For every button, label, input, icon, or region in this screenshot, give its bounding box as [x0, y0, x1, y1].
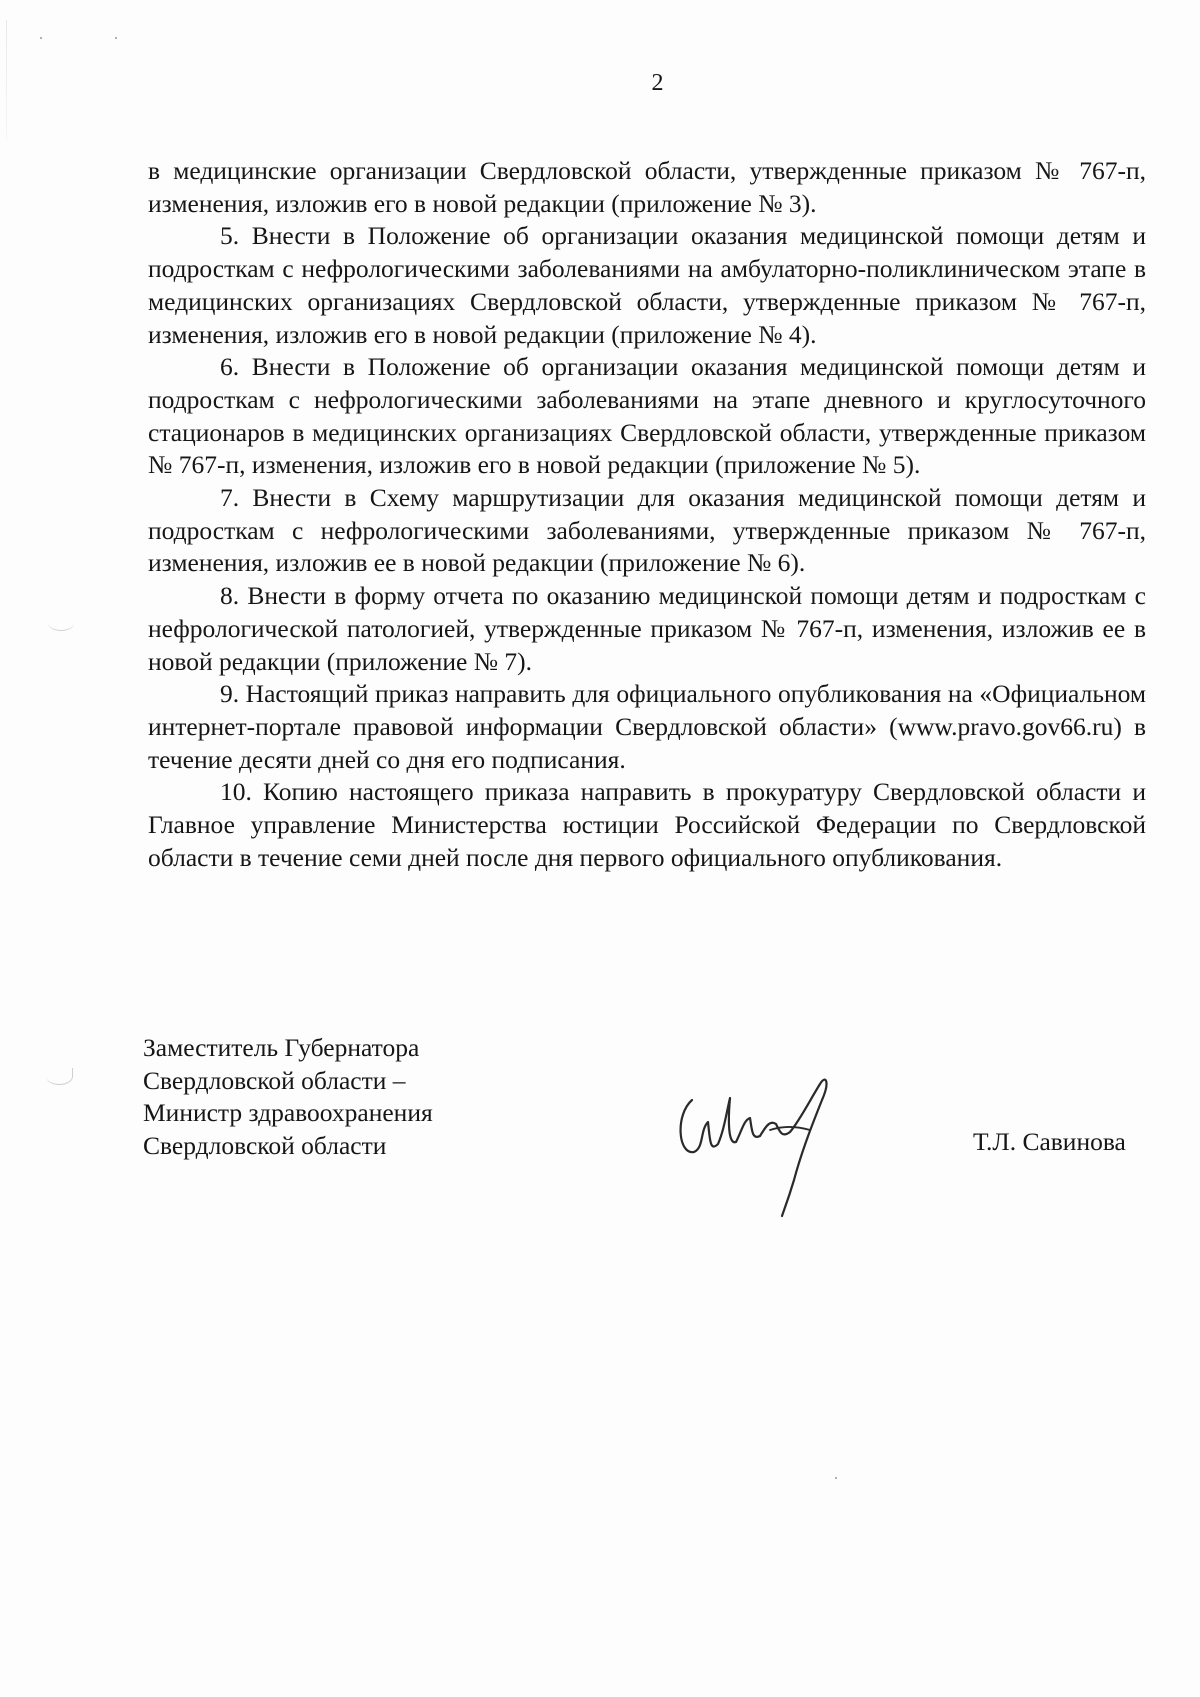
position-line: Заместитель Губернатора	[143, 1033, 420, 1062]
position-line: Министр здравоохранения	[143, 1098, 433, 1128]
paragraph-item-7: 7. Внести в Схему маршрутизации для оказания медицинской помощи детям и подросткам с нефрологическими заболеваниями, утвержденные приказом № 767-п, изменения, изложив ее в новой редакции (приложение № 6).	[148, 483, 1146, 578]
scan-dot-artifact	[115, 37, 117, 39]
scan-dot-artifact	[40, 37, 42, 39]
paragraph-item-8: 8. Внести в форму отчета по оказанию медицинской помощи детям и подросткам с нефрологической патологией, утвержденные приказом № 767-п, изменения, изложив ее в новой редакции (приложение № 7).	[148, 581, 1146, 676]
paragraph-continuation: в медицинские организации Свердловской области, утвержденные приказом № 767-п, изменения, изложив его в новой редакции (приложение № 3).	[148, 156, 1146, 218]
punch-hole-mark	[46, 1068, 73, 1085]
punch-hole-mark	[48, 616, 74, 631]
signatory-name: Т.Л. Савинова	[973, 1127, 1126, 1156]
handwritten-signature	[670, 1060, 850, 1220]
order-body	[148, 155, 1146, 874]
position-line: Свердловской области	[143, 1131, 387, 1161]
paragraph-item-10: 10. Копию настоящего приказа направить в прокуратуру Свердловской области и Главное управление Министерства юстиции Российской Федерации по Свердловской области в течение семи дней после дня первого официального опубликования.	[148, 777, 1146, 872]
page-number: 2	[651, 70, 664, 96]
paragraph-item-5: 5. Внести в Положение об организации оказания медицинской помощи детям и подросткам с нефрологическими заболеваниями на амбулаторно-поликлиническом этапе в медицинских организациях Свердловской области, утвержденные приказом № 767-п, изменения, изложив его в новой редакции (приложение № 4).	[148, 221, 1146, 349]
paragraph-item-6: 6. Внести в Положение об организации оказания медицинской помощи детям и подросткам с нефрологическими заболеваниями на этапе дневного и круглосуточного стационаров в медицинских организациях Свердловской области, утвержденные приказом № 767-п, изменения, изложив его в новой редакции (приложение № 5).	[148, 352, 1146, 480]
scan-dot-artifact	[835, 1477, 837, 1479]
signatory-position	[143, 1032, 433, 1163]
paragraph-item-9: 9. Настоящий приказ направить для официального опубликования на «Официальном интернет-портале правовой информации Свердловской области» (www.pravo.gov66.ru) в течение десяти дней со дня его подписания.	[148, 679, 1146, 774]
position-line: Свердловской области –	[143, 1065, 406, 1095]
